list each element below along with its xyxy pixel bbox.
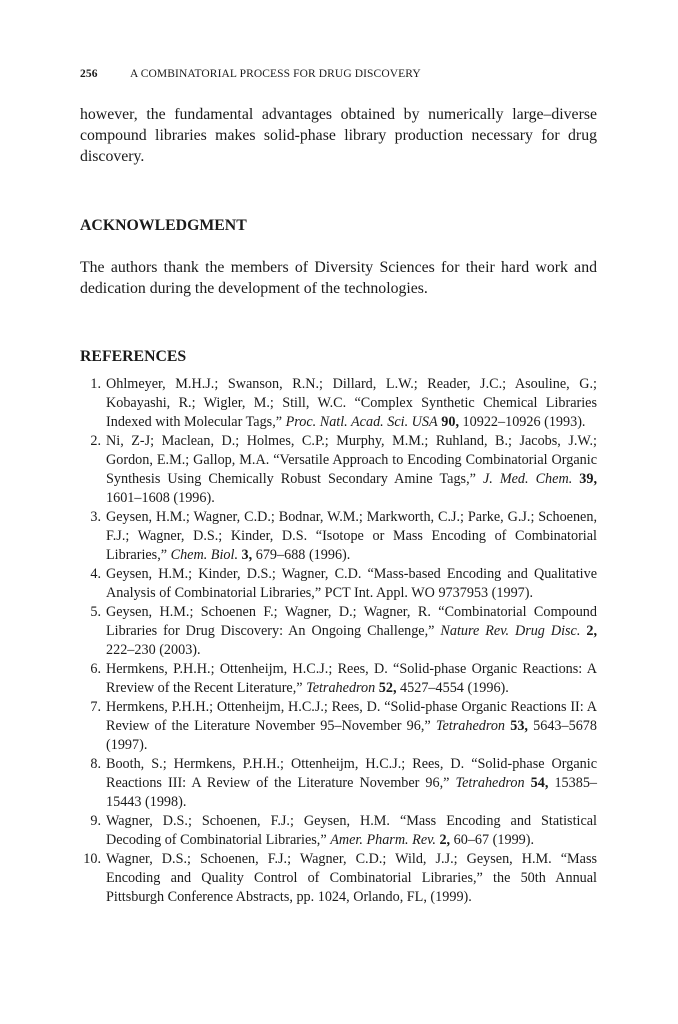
reference-item [80, 755, 597, 812]
reference-item [80, 660, 597, 698]
reference-volume: 52, [378, 680, 397, 696]
reference-journal: Tetrahedron [435, 718, 506, 734]
reference-text: Hermkens, P.H.H.; Ottenheijm, H.C.J.; Rees, D. “Solid-phase Organic Reactions: A Rreview of the Recent Literature,” [106, 661, 597, 696]
reference-text: Geysen, H.M.; Wagner, C.D.; Bodnar, W.M.; Markworth, C.J.; Parke, G.J.; Schoenen, F.J.; Wagner, D.S.; Kinder, D.S. “Isotope or Mass Encoding of Combinatorial Libraries,” [106, 509, 597, 563]
reference-text: Wagner, D.S.; Schoenen, F.J.; Geysen, H.M. “Mass Encoding and Statistical Decoding of Combinatorial Libraries,” [106, 813, 597, 848]
reference-pages: 222–230 (2003). [106, 642, 201, 658]
reference-list [80, 375, 597, 907]
acknowledgment-text: The authors thank the members of Diversity Sciences for their hard work and dedication during the development of the technologies. [80, 259, 597, 297]
reference-text: Hermkens, P.H.H.; Ottenheijm, H.C.J.; Rees, D. “Solid-phase Organic Reactions II: A Review of the Literature November 95–November 96,” [106, 699, 597, 734]
reference-pages: 60–67 (1999). [450, 832, 535, 848]
reference-number: 5. [90, 604, 101, 620]
running-title: A COMBINATORIAL PROCESS FOR DRUG DISCOVERY [130, 68, 421, 80]
reference-number: 2. [90, 433, 101, 449]
reference-number: 9. [90, 813, 101, 829]
acknowledgment-heading: ACKNOWLEDGMENT [80, 217, 247, 234]
reference-text: Ni, Z-J; Maclean, D.; Holmes, C.P.; Murphy, M.M.; Ruhland, B.; Jacobs, J.W.; Gordon, E.M.; Gallop, M.A. “Versatile Approach to Encoding Combinatorial Organic Synthesis Using Chemically Robust Secondary Amine Tags,” [106, 433, 597, 487]
reference-volume: 39, [579, 471, 598, 487]
reference-number: 4. [90, 566, 101, 582]
reference-volume: 2, [586, 623, 597, 639]
reference-number: 8. [90, 756, 101, 772]
page-number: 256 [80, 68, 98, 80]
reference-journal: Nature Rev. Drug Disc. [440, 623, 581, 639]
reference-volume: 2, [439, 832, 451, 848]
reference-text: Geysen, H.M.; Schoenen F.; Wagner, D.; Wagner, R. “Combinatorial Compound Libraries for Drug Discovery: An Ongoing Challenge,” [106, 604, 597, 639]
reference-number: 7. [90, 699, 101, 715]
reference-journal: Chem. Biol. [170, 547, 238, 563]
reference-number: 3. [90, 509, 101, 525]
reference-text: Booth, S.; Hermkens, P.H.H.; Ottenheijm, H.C.J.; Rees, D. “Solid-phase Organic Reactions III: A Review of the Literature November 96,” [106, 756, 597, 791]
reference-number: 10. [83, 851, 101, 867]
reference-volume: 3, [241, 547, 253, 563]
reference-journal: Proc. Natl. Acad. Sci. USA [285, 414, 438, 430]
reference-item [80, 375, 597, 432]
reference-item [80, 603, 597, 660]
reference-item [80, 850, 597, 907]
reference-item [80, 508, 597, 565]
references-heading: REFERENCES [80, 348, 187, 365]
reference-pages: 1601–1608 (1996). [106, 490, 215, 506]
reference-text: Wagner, D.S.; Schoenen, F.J.; Wagner, C.D.; Wild, J.J.; Geysen, H.M. “Mass Encoding and Quality Control of Combinatorial Libraries,” the 50th Annual Pittsburgh Conference Abstracts, pp. 1024, Orlando, FL, (1999). [106, 851, 597, 905]
reference-pages: 4527–4554 (1996). [396, 680, 509, 696]
running-header [80, 68, 421, 80]
reference-pages: 5643–5678 (1997). [106, 718, 597, 753]
reference-journal: Tetrahedron [455, 775, 525, 791]
reference-number: 6. [90, 661, 101, 677]
reference-text: Geysen, H.M.; Kinder, D.S.; Wagner, C.D. “Mass-based Encoding and Qualitative Analysis of Combinatorial Libraries,” PCT Int. Appl. WO 9737953 (1997). [106, 566, 597, 601]
reference-pages: 15385–15443 (1998). [106, 775, 597, 810]
reference-text: Ohlmeyer, M.H.J.; Swanson, R.N.; Dillard, L.W.; Reader, J.C.; Asouline, G.; Kobayashi, R.; Wigler, M.; Still, W.C. “Complex Synthetic Chemical Libraries Indexed with Molecular Tags,” [106, 376, 597, 430]
reference-item [80, 432, 597, 508]
intro-paragraph: however, the fundamental advantages obtained by numerically large–diverse compound libraries makes solid-phase library production necessary for drug discovery. [80, 106, 597, 165]
reference-pages: 10922–10926 (1993). [458, 414, 586, 430]
reference-item [80, 812, 597, 850]
reference-volume: 53, [510, 718, 528, 734]
reference-journal: Amer. Pharm. Rev. [330, 832, 436, 848]
reference-item [80, 565, 597, 603]
reference-volume: 54, [530, 775, 549, 791]
reference-pages: 679–688 (1996). [252, 547, 351, 563]
reference-journal: Tetrahedron [306, 680, 376, 696]
reference-volume: 90, [441, 414, 459, 430]
reference-number: 1. [90, 376, 101, 392]
reference-item [80, 698, 597, 755]
reference-journal: J. Med. Chem. [482, 471, 573, 487]
